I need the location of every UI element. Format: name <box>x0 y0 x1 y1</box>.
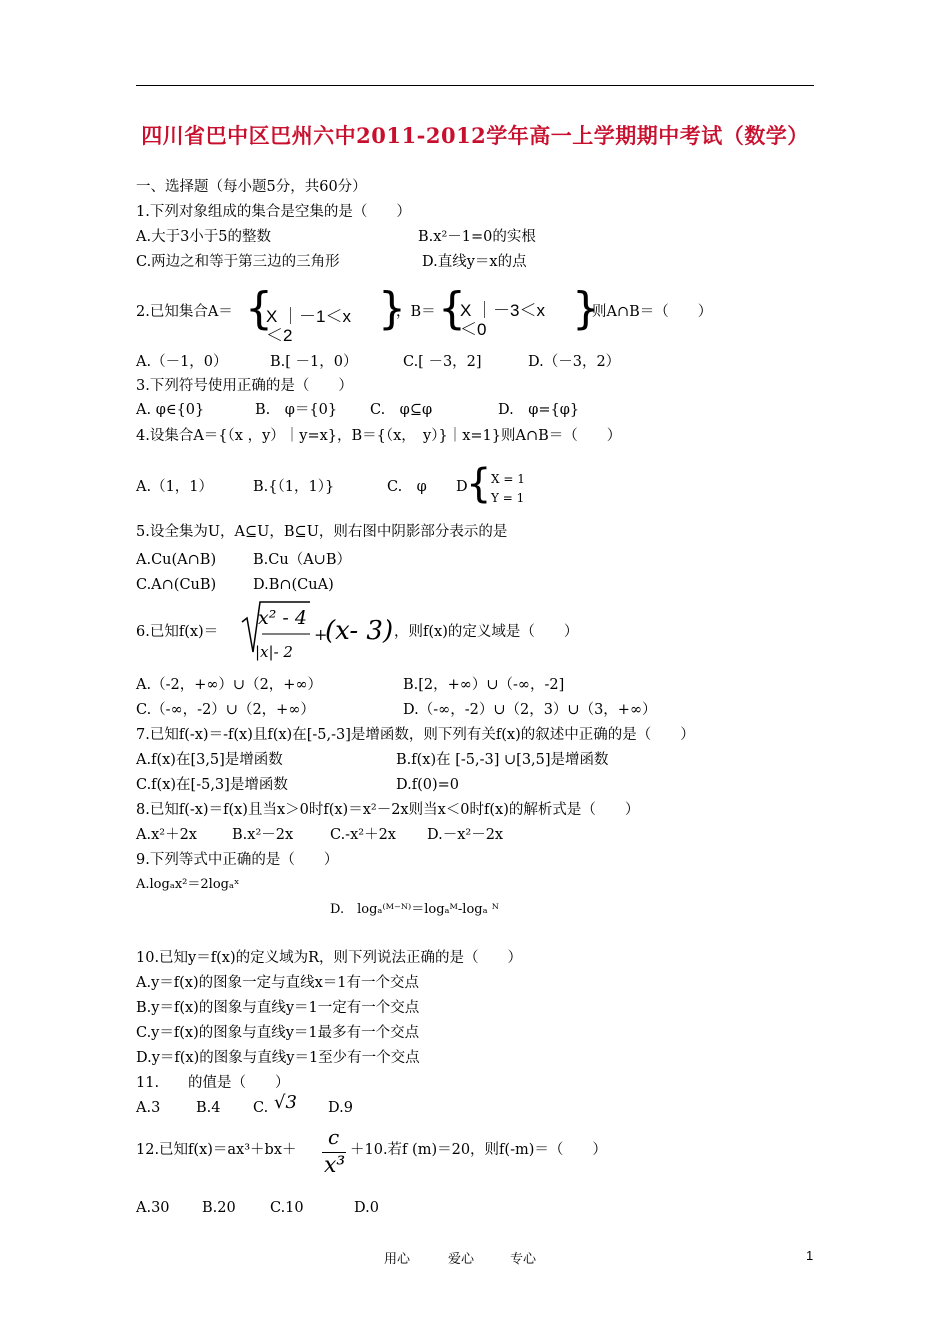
footer-left: 用心 <box>384 1252 411 1267</box>
q10-option-d: D.y＝f(x)的图象与直线y＝1至少有一个交点 <box>136 1050 420 1066</box>
q12-option-a: A.30 <box>136 1200 170 1216</box>
q12-lead: 12.已知f(x)＝ax³＋bx＋ <box>136 1142 297 1158</box>
q3-option-d: D. φ={φ} <box>498 402 580 418</box>
q2-set-b-top: X ｜－3＜x <box>460 301 546 320</box>
q1-option-c: C.两边之和等于第三边的三角形 <box>136 254 340 270</box>
q7-option-c: C.f(x)在[-5,3]是增函数 <box>136 777 288 793</box>
q9-option-a: A.logₐx²＝2logₐˣ <box>136 877 240 892</box>
q9-stem: 9.下列等式中正确的是（ ） <box>136 852 339 868</box>
q4-option-d-brace: { <box>466 461 492 507</box>
q3-option-c: C. φ⊆φ <box>370 402 433 418</box>
q3-option-b: B. φ＝{0} <box>255 402 338 418</box>
q12-option-d: D.0 <box>354 1200 379 1216</box>
q12-option-b: B.20 <box>202 1200 236 1216</box>
q1-option-d: D.直线y＝x的点 <box>422 254 527 270</box>
q8-option-a: A.x²＋2x <box>136 827 197 843</box>
q10-option-c: C.y＝f(x)的图象与直线y＝1最多有一个交点 <box>136 1025 420 1041</box>
q4-option-d-bottom: Y = 1 <box>491 491 525 505</box>
q8-option-d: D.－x²－2x <box>427 827 504 843</box>
q12-option-c: C.10 <box>270 1200 304 1216</box>
q3-stem: 3.下列符号使用正确的是（ ） <box>136 378 353 394</box>
page-number: 1 <box>806 1248 814 1263</box>
q1-stem: 1.下列对象组成的集合是空集的是（ ） <box>136 204 411 220</box>
page-title: 四川省巴中区巴州六中2011-2012学年高一上学期期中考试（数学） <box>141 123 809 148</box>
q9-option-d: D. logₐ⁽ᴹ⁻ᴺ⁾＝logₐᴹ-logₐ ᴺ <box>330 902 499 917</box>
q6-option-c: C.（-∞，-2）∪（2，+∞） <box>136 702 315 718</box>
q7-stem: 7.已知f(-x)＝-f(x)且f(x)在[-5,-3]是增函数，则下列有关f(x)的叙述中正确的是（ ） <box>136 727 695 743</box>
q11-option-b: B.4 <box>196 1100 221 1116</box>
footer-right: 专心 <box>510 1252 537 1267</box>
q1-option-a: A.大于3小于5的整数 <box>136 229 272 245</box>
q2-set-a-top: X ｜－1＜x <box>266 307 352 326</box>
q2-set-b-left-brace: { <box>438 283 466 334</box>
q4-stem: 4.设集合A＝{（x ，y）｜y=x}，B＝{（x， y）}｜x=1}则A∩B＝（ ） <box>136 428 622 444</box>
top-rule <box>136 85 814 86</box>
q7-option-d: D.f(0)=0 <box>396 777 459 793</box>
q5-option-a: A.Cu(A∩B) <box>136 552 217 568</box>
q5-option-b: B.Cu（A∪B） <box>253 552 351 568</box>
q6-option-a: A.（-2，+∞）∪（2，+∞） <box>136 677 323 693</box>
q6-numerator: x² - 4 <box>258 607 307 629</box>
q6-denominator: |x|- 2 <box>255 643 293 661</box>
q12-tail: ＋10.若f (m)＝20，则f(-m)＝（ ） <box>350 1142 607 1158</box>
q6-plus: + <box>314 625 328 644</box>
q5-option-d: D.B∩(CuA) <box>253 577 334 593</box>
q4-option-d-label: D <box>456 479 468 495</box>
q2-set-b-bottom: ＜0 <box>460 320 487 339</box>
q2-tail: 则A∩B＝（ ） <box>592 304 713 320</box>
q2-option-d: D.（－3，2） <box>528 354 621 370</box>
footer-mid: 爱心 <box>448 1252 475 1267</box>
q4-option-c: C. φ <box>387 479 427 495</box>
q7-option-b: B.f(x)在 [-5,-3] ∪[3,5]是增函数 <box>396 752 609 768</box>
q11-option-c-math: √3 <box>274 1092 297 1113</box>
section-heading: 一、选择题（每小题5分，共60分） <box>136 179 367 195</box>
q1-option-b: B.x²－1=0的实根 <box>418 229 536 245</box>
q10-option-b: B.y＝f(x)的图象与直线y＝1一定有一个交点 <box>136 1000 420 1016</box>
q4-option-b: B.{（1，1）} <box>253 479 335 495</box>
q11-option-c: C. <box>253 1100 269 1116</box>
q2-set-a-right-brace: } <box>378 283 406 334</box>
q12-numerator: c <box>328 1125 340 1149</box>
q2-set-b-right-brace: } <box>572 283 600 334</box>
q6-option-b: B.[2，+∞）∪（-∞，-2] <box>403 677 565 693</box>
q2-set-a-bottom: ＜2 <box>266 326 293 345</box>
q4-option-d-top: X = 1 <box>491 472 525 486</box>
q4-option-a: A.（1，1） <box>136 479 214 495</box>
q10-stem: 10.已知y＝f(x)的定义域为R，则下列说法正确的是（ ） <box>136 950 523 966</box>
q7-option-a: A.f(x)在[3,5]是增函数 <box>136 752 283 768</box>
q8-option-b: B.x²－2x <box>232 827 294 843</box>
q2-option-b: B.[ －1，0） <box>270 354 358 370</box>
q5-option-c: C.A∩(CuB) <box>136 577 217 593</box>
q6-lead: 6.已知f(x)＝ <box>136 624 219 640</box>
q11-option-a: A.3 <box>136 1100 161 1116</box>
q2-lead: 2.已知集合A＝ <box>136 304 233 320</box>
q6-option-d: D.（-∞，-2）∪（2，3）∪（3，+∞） <box>403 702 657 718</box>
q3-option-a: A. φ∈{0} <box>136 402 205 418</box>
q10-option-a: A.y＝f(x)的图象一定与直线x＝1有一个交点 <box>136 975 420 991</box>
q2-mid: ，B＝ <box>396 304 436 320</box>
q12-denominator: x³ <box>324 1153 346 1178</box>
q5-stem: 5.设全集为U，A⊆U，B⊆U，则右图中阴影部分表示的是 <box>136 524 508 540</box>
q2-set-a-left-brace: { <box>245 283 273 334</box>
q8-stem: 8.已知f(-x)＝f(x)且当x＞0时f(x)＝x²－2x则当x＜0时f(x)的解析式是（ ） <box>136 802 640 818</box>
q2-option-c: C.[ －3，2] <box>403 354 482 370</box>
q6-tail: ，则f(x)的定义域是（ ） <box>394 624 579 640</box>
q8-option-c: C.-x²＋2x <box>330 827 396 843</box>
q11-option-d: D.9 <box>328 1100 353 1116</box>
q6-paren: (x- 3) <box>325 616 394 646</box>
q2-option-a: A.（－1，0） <box>136 354 228 370</box>
q11-stem: 11. 的值是（ ） <box>136 1075 290 1091</box>
